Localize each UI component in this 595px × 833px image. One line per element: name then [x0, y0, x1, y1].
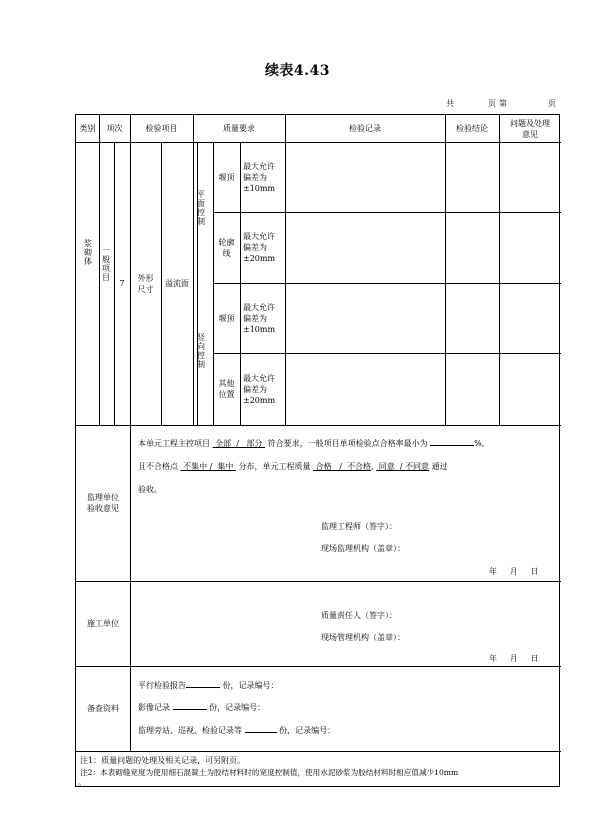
header-inspect-conclusion: 检验结论 — [456, 124, 488, 133]
requirement-cell: 最大允许 偏差为 ±20mm — [243, 232, 276, 263]
note-1: 注1：质量问题的处理及相关记录，可另附页。 — [80, 756, 246, 765]
requirement-cell: 最大允许 偏差为 ±10mm — [243, 161, 276, 193]
supervision-record-count[interactable] — [245, 724, 277, 733]
pass-rate-blank[interactable] — [430, 437, 474, 446]
shape-size-cell: 外形 尺寸 — [137, 273, 154, 294]
record-cell[interactable] — [286, 213, 444, 283]
construction-label: 施工单位 — [87, 619, 119, 628]
image-record-count[interactable] — [173, 701, 207, 710]
page-label-2: 页 — [548, 99, 556, 108]
engineer-signature[interactable]: 监理工程师（签字）： — [321, 522, 397, 531]
construction-date[interactable]: 年 月 日 — [489, 654, 539, 663]
part-cell: 轮廓线 — [218, 237, 235, 258]
page-title: 续表4.43 — [264, 63, 331, 79]
header-issue-handling: 问题及处理 意见 — [510, 118, 550, 139]
reference-label: 备查资料 — [87, 704, 119, 713]
note-2: 注2：本表砌缝宽度为使用细石混凝土为胶结材料时的宽度控制值，使用水泥砂浆为胶结材料时相应值减少10mm — [80, 768, 459, 777]
inspection-form-table — [75, 114, 560, 787]
option-all[interactable]: 全部 / 部分 — [215, 439, 263, 448]
supervision-line-2: 且不合格点 不集中 / 集中 分布，单元工程质量 合格 / 不合格, 同意 / 不同意 通过 — [138, 462, 448, 471]
option-distribution[interactable]: 不集中 / 集中 — [183, 462, 234, 471]
page-counter — [440, 98, 565, 110]
record-cell[interactable] — [286, 143, 444, 212]
part-cell: 其他位置 — [218, 379, 235, 399]
header-inspect-record: 检验记录 — [349, 124, 381, 133]
item-number-cell: 7 — [119, 279, 125, 288]
reference-line-3: 监理旁站、巡视、检验记录等 份，记录编号： — [138, 726, 336, 735]
option-quality[interactable]: 合格 / 不合格 — [315, 462, 372, 471]
header-category: 类别 — [79, 124, 96, 133]
page-no-label: 第 — [499, 99, 507, 108]
part-cell: 堰顶 — [218, 313, 235, 323]
requirement-cell: 最大允许 偏差为 ±10mm — [243, 302, 276, 334]
supervision-date[interactable]: 年 月 日 — [489, 567, 539, 576]
requirement-cell: 最大允许 偏差为 ±20mm — [243, 373, 276, 405]
vertical-control-cell: 竖向控制 — [197, 333, 205, 369]
header-item-no: 项次 — [106, 124, 123, 133]
overflow-face-cell: 溢流面 — [165, 279, 189, 288]
reference-line-1: 平行检验报告 份，记录编号： — [138, 681, 279, 690]
total-label: 共 — [446, 99, 454, 108]
header-inspect-item: 检验项目 — [145, 124, 178, 133]
option-agree[interactable]: 同意 / 不同意 — [378, 462, 430, 471]
parallel-report-count[interactable] — [186, 679, 220, 688]
page-label: 页 — [488, 99, 496, 108]
record-cell[interactable] — [286, 354, 444, 425]
general-item-cell: 一般项目 — [102, 246, 110, 282]
supervision-label: 监理单位 验收意见 — [87, 493, 119, 513]
construction-agency-seal[interactable]: 现场管理机构（盖章）： — [321, 633, 405, 642]
header-quality-req: 质量要求 — [223, 124, 255, 133]
category-cell: 浆砌体 — [84, 239, 92, 266]
supervision-agency-seal[interactable]: 现场监理机构（盖章）： — [321, 544, 405, 553]
note-2-end: 。 — [78, 778, 86, 787]
record-cell[interactable] — [286, 284, 444, 353]
quality-responsible-signature[interactable]: 质量责任人（签字）： — [321, 611, 397, 620]
plane-control-cell: 平面控制 — [197, 190, 205, 226]
supervision-line-3: 验收。 — [138, 485, 162, 494]
reference-line-2: 影像记录 份，记录编号： — [138, 703, 266, 712]
supervision-line-1: 本单元工程主控项目 全部 / 部分 符合要求，一般项目单项检验点合格率最小为 %, — [138, 439, 485, 448]
part-cell: 堰顶 — [218, 172, 235, 182]
